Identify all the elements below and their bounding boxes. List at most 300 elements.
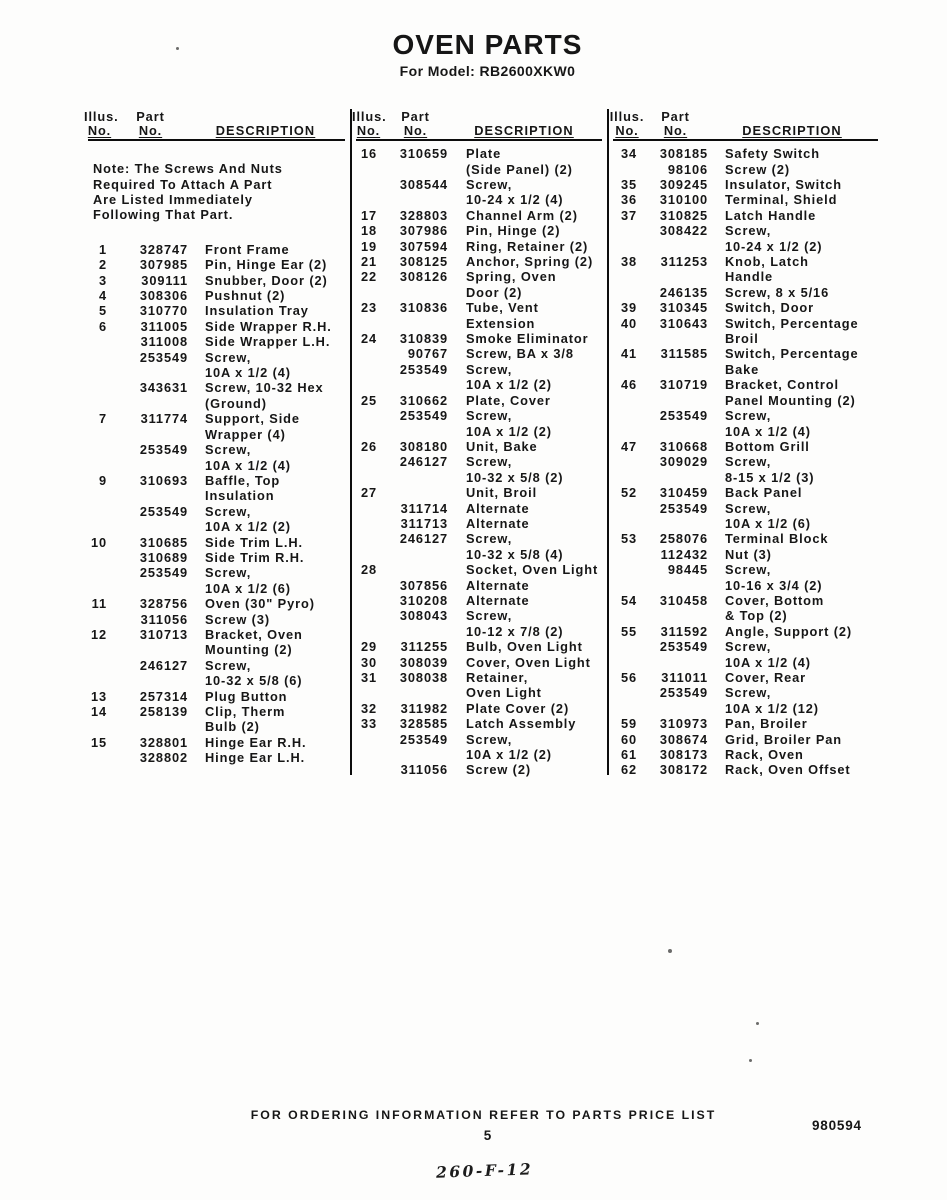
- description: Screw, BA x 3/8: [466, 346, 574, 362]
- table-row: [613, 254, 878, 269]
- illus-no: [356, 501, 377, 516]
- parts-rows: [356, 146, 602, 778]
- part-no: 310836: [399, 300, 448, 316]
- illus-no: [356, 362, 377, 377]
- part-no: [377, 424, 448, 439]
- table-row: [356, 393, 602, 408]
- part-no: 311714: [400, 500, 448, 516]
- illus-no: 37: [620, 207, 637, 223]
- illus-no: [88, 396, 107, 411]
- illus-no: [356, 593, 377, 608]
- part-no: 253549: [659, 500, 708, 516]
- part-no: 309245: [659, 177, 708, 192]
- illus-no: [88, 488, 107, 503]
- scan-speck: [749, 1059, 752, 1062]
- illus-no: 12: [90, 626, 107, 642]
- part-no: 310662: [399, 392, 448, 408]
- part-no: 311008: [140, 334, 188, 350]
- description: Ring, Retainer (2): [466, 238, 589, 254]
- part-no-header: Part No.: [401, 109, 430, 138]
- illus-no: [356, 424, 377, 439]
- description: 10A x 1/2 (2): [466, 423, 552, 439]
- page-title: OVEN PARTS: [392, 29, 583, 60]
- description: Handle: [725, 269, 774, 285]
- table-row: [613, 670, 878, 685]
- part-no: 310973: [659, 716, 708, 732]
- illus-no: [356, 454, 377, 469]
- part-no: [107, 673, 188, 688]
- illus-no: 29: [360, 639, 377, 655]
- description: 10A x 1/2 (4): [725, 423, 811, 439]
- table-row: [88, 673, 345, 688]
- illus-no: 18: [360, 223, 377, 239]
- description: Side Wrapper R.H.: [205, 318, 332, 334]
- description: Insulator, Switch: [725, 177, 842, 192]
- part-no: 308422: [659, 223, 708, 239]
- description: Alternate: [466, 500, 530, 516]
- table-row: [613, 362, 878, 377]
- illus-no: [356, 762, 377, 777]
- description: Back Panel: [725, 485, 803, 501]
- illus-no: [88, 750, 107, 765]
- description: Screw (2): [725, 161, 790, 177]
- part-no: [637, 701, 708, 716]
- description: Bulb (2): [205, 719, 260, 735]
- illus-no: 22: [360, 269, 377, 285]
- table-row: [356, 732, 602, 747]
- column-header: [609, 108, 878, 141]
- part-no: [107, 365, 188, 380]
- part-no: [637, 362, 708, 377]
- illus-no: 10: [90, 534, 107, 550]
- description: Insulation Tray: [205, 303, 309, 319]
- part-no-header: Part No.: [136, 109, 165, 138]
- illus-no: 24: [360, 331, 377, 347]
- table-row: [613, 285, 878, 300]
- table-row: [356, 300, 602, 315]
- illus-no: [356, 192, 377, 207]
- description: Switch, Door: [725, 300, 815, 316]
- part-no: [637, 331, 708, 346]
- part-no: 328801: [139, 734, 188, 750]
- part-no: 309111: [141, 272, 188, 288]
- illus-no: 17: [360, 207, 377, 223]
- illus-no: [356, 531, 377, 546]
- part-no: [107, 642, 188, 657]
- table-row: [88, 365, 345, 380]
- part-no: 307594: [399, 238, 448, 254]
- description: & Top (2): [725, 608, 788, 624]
- part-no: [377, 316, 448, 331]
- part-no: 311774: [140, 411, 188, 427]
- table-row: [613, 269, 878, 284]
- table-row: [356, 655, 602, 670]
- part-no: 310713: [139, 626, 188, 642]
- part-no: [637, 608, 708, 623]
- illus-no: [88, 334, 107, 349]
- illus-no: 41: [620, 346, 637, 362]
- note-line: Required To Attach A Part: [93, 176, 273, 192]
- table-row: [356, 531, 602, 546]
- illus-no: 61: [620, 747, 637, 763]
- part-no: [377, 685, 448, 700]
- part-no: 311005: [140, 318, 188, 334]
- part-no: 308173: [659, 747, 708, 763]
- part-no: [637, 470, 708, 485]
- description: Screw (3): [205, 611, 270, 627]
- table-row: [356, 470, 602, 485]
- description: Alternate: [466, 515, 530, 531]
- part-no: 308544: [399, 177, 448, 192]
- table-row: [356, 208, 602, 223]
- illus-no: [613, 454, 637, 469]
- part-no: 309029: [659, 454, 708, 470]
- illus-no: 3: [98, 272, 107, 288]
- table-row: [613, 608, 878, 623]
- description: Screw (2): [466, 762, 531, 778]
- illus-no: 55: [620, 623, 637, 639]
- table-row: [356, 269, 602, 284]
- illus-no: 13: [90, 688, 107, 704]
- illus-no-header: Illus. No.: [352, 109, 387, 138]
- description: Screw, 10-32 Hex: [205, 380, 324, 396]
- illus-no: [88, 504, 107, 519]
- description: Plate Cover (2): [466, 700, 570, 716]
- description: Retainer,: [466, 670, 529, 685]
- illus-no: 5: [98, 303, 107, 319]
- note-line: Note: The Screws And Nuts: [93, 161, 283, 177]
- table-row: [613, 578, 878, 593]
- table-row: [356, 454, 602, 469]
- description: Extension: [466, 315, 536, 331]
- illus-no: [356, 316, 377, 331]
- illus-no: [356, 162, 377, 177]
- illus-no: [356, 747, 377, 762]
- part-no: 310459: [659, 485, 708, 501]
- illus-no: 15: [90, 734, 107, 750]
- description: Alternate: [466, 592, 530, 608]
- table-row: [613, 624, 878, 639]
- form-number: 980594: [812, 1118, 862, 1133]
- table-row: [613, 732, 878, 747]
- illus-no: [613, 608, 637, 623]
- description: Side Wrapper L.H.: [205, 334, 331, 350]
- part-no: 258076: [659, 531, 708, 547]
- illus-no: [613, 393, 637, 408]
- table-row: [613, 239, 878, 254]
- scan-speck: [176, 47, 179, 50]
- table-row: [356, 316, 602, 331]
- part-no: 253549: [139, 442, 188, 458]
- description: Rack, Oven: [725, 747, 804, 763]
- table-row: [88, 504, 345, 519]
- column-divider: [607, 109, 609, 775]
- part-no: 310100: [659, 192, 708, 208]
- table-row: [613, 516, 878, 531]
- screws-note: [93, 161, 345, 223]
- part-no: [107, 519, 188, 534]
- table-row: [613, 562, 878, 577]
- description: Screw,: [205, 657, 252, 673]
- table-row: [356, 346, 602, 361]
- illus-no: 30: [360, 654, 377, 670]
- part-no: 246127: [399, 531, 448, 547]
- part-no: [377, 624, 448, 639]
- illus-no: [88, 380, 107, 395]
- table-row: [613, 701, 878, 716]
- illus-no: [356, 516, 377, 531]
- part-no: 328756: [139, 596, 188, 612]
- table-row: [88, 396, 345, 411]
- part-no: 310770: [139, 303, 188, 319]
- description: 10-24 x 1/2 (2): [725, 238, 823, 254]
- part-no: 307856: [399, 577, 448, 593]
- parts-column-3: [609, 108, 878, 778]
- illus-no: [613, 516, 637, 531]
- illus-no: 46: [620, 377, 637, 393]
- table-row: [356, 608, 602, 623]
- table-row: [88, 596, 345, 611]
- description: 10-24 x 1/2 (4): [466, 192, 564, 208]
- description: Plug Button: [205, 688, 288, 704]
- table-row: [613, 146, 878, 161]
- illus-no: 23: [360, 300, 377, 316]
- illus-no: 28: [360, 562, 377, 578]
- table-row: [613, 346, 878, 361]
- part-no: [107, 427, 188, 442]
- illus-no: [613, 162, 637, 177]
- table-row: [356, 146, 602, 161]
- illus-no: 40: [620, 315, 637, 331]
- table-row: [88, 303, 345, 318]
- part-no: 308180: [399, 438, 448, 454]
- description: Anchor, Spring (2): [466, 254, 594, 270]
- description: Screw,: [466, 731, 513, 747]
- part-no: [637, 655, 708, 670]
- part-no: [637, 239, 708, 254]
- description: Hinge Ear R.H.: [205, 734, 307, 750]
- part-no: 253549: [659, 685, 708, 701]
- illus-no: 4: [98, 288, 107, 304]
- table-row: [356, 408, 602, 423]
- table-row: [356, 670, 602, 685]
- illus-no: [356, 377, 377, 392]
- table-row: [356, 701, 602, 716]
- description: Channel Arm (2): [466, 207, 578, 223]
- description: Side Trim R.H.: [205, 549, 305, 565]
- illus-no: 39: [620, 300, 637, 316]
- description-header: DESCRIPTION: [742, 122, 842, 138]
- table-row: [613, 501, 878, 516]
- description-header: DESCRIPTION: [474, 122, 574, 138]
- description: 10A x 1/2 (2): [466, 747, 552, 763]
- description: (Side Panel) (2): [466, 161, 573, 177]
- table-row: [613, 531, 878, 546]
- description: Switch, Percentage: [725, 315, 859, 331]
- description-header: DESCRIPTION: [215, 122, 316, 138]
- illus-no: 26: [360, 438, 377, 454]
- part-no: 310208: [399, 592, 448, 608]
- part-no: 311056: [140, 611, 188, 627]
- illus-no: [356, 470, 377, 485]
- description: Oven Light: [466, 685, 542, 701]
- note-line: Following That Part.: [93, 207, 234, 223]
- description: Screw, 8 x 5/16: [725, 284, 830, 300]
- description: Screw,: [466, 361, 513, 377]
- description: Mounting (2): [205, 642, 293, 658]
- table-row: [356, 192, 602, 207]
- illus-no: [88, 365, 107, 380]
- illus-no: [613, 285, 637, 300]
- parts-column-2: [352, 108, 602, 778]
- illus-no: 27: [360, 485, 377, 501]
- part-no: 311253: [660, 254, 708, 270]
- part-no: [377, 192, 448, 207]
- part-no: [637, 424, 708, 439]
- scan-speck: [668, 949, 672, 953]
- description: Nut (3): [725, 546, 772, 562]
- part-no: [637, 516, 708, 531]
- description: Screw,: [725, 408, 772, 424]
- table-row: [88, 427, 345, 442]
- illus-no: 32: [360, 700, 377, 716]
- parts-column-1: [84, 108, 345, 766]
- illus-no: [88, 550, 107, 565]
- table-row: [356, 223, 602, 238]
- part-no: 253549: [399, 408, 448, 424]
- illus-no: 34: [620, 146, 637, 162]
- illus-no: [356, 408, 377, 423]
- description: Hinge Ear L.H.: [205, 750, 306, 766]
- table-row: [613, 300, 878, 315]
- part-no: [377, 285, 448, 300]
- table-row: [356, 501, 602, 516]
- table-row: [613, 470, 878, 485]
- illus-no: [613, 362, 637, 377]
- description: 10-32 x 5/8 (2): [466, 469, 564, 485]
- part-no: 311011: [661, 670, 708, 685]
- note-line: Are Listed Immediately: [93, 192, 253, 207]
- table-row: [88, 719, 345, 734]
- part-no: 246127: [139, 657, 188, 673]
- scan-speck: [756, 1022, 759, 1025]
- part-no: 112432: [660, 546, 708, 562]
- table-row: [88, 735, 345, 750]
- illus-no: [356, 177, 377, 192]
- description: Tube, Vent: [466, 300, 539, 316]
- part-no: 310719: [659, 377, 708, 393]
- table-row: [613, 716, 878, 731]
- description: Latch Handle: [725, 207, 817, 223]
- illus-no: 9: [98, 472, 107, 488]
- table-row: [88, 458, 345, 473]
- part-no: 328802: [139, 750, 188, 766]
- description: Pushnut (2): [205, 288, 286, 304]
- part-no: [377, 485, 448, 500]
- table-row: [356, 578, 602, 593]
- table-row: [613, 454, 878, 469]
- illus-no: [88, 658, 107, 673]
- description: Screw,: [205, 349, 252, 365]
- table-row: [613, 177, 878, 192]
- part-no: 246135: [659, 284, 708, 300]
- part-no: 311713: [400, 515, 448, 531]
- table-row: [613, 485, 878, 500]
- description: 10A x 1/2 (4): [205, 365, 291, 381]
- table-row: [88, 334, 345, 349]
- description: Knob, Latch: [725, 254, 809, 270]
- table-row: [356, 547, 602, 562]
- part-no: 253549: [399, 361, 448, 377]
- table-row: [356, 747, 602, 762]
- description: Screw,: [725, 562, 772, 578]
- description: Plate: [466, 146, 502, 162]
- illus-no: [356, 608, 377, 623]
- part-no: 90767: [407, 346, 448, 362]
- part-no: 253549: [399, 731, 448, 747]
- table-row: [613, 393, 878, 408]
- illus-no-header: Illus. No.: [84, 109, 119, 138]
- description: 10A x 1/2 (2): [205, 519, 291, 535]
- part-no: 98445: [667, 562, 708, 578]
- description: Clip, Therm: [205, 704, 286, 719]
- description: Screw,: [466, 408, 513, 424]
- illus-no: [356, 547, 377, 562]
- description: Insulation: [205, 488, 275, 504]
- description: Oven (30" Pyro): [205, 596, 315, 612]
- description: Screw,: [466, 608, 513, 624]
- illus-no: 38: [620, 254, 637, 270]
- table-row: [613, 377, 878, 392]
- page-number: 5: [483, 1128, 492, 1143]
- table-row: [356, 285, 602, 300]
- table-row: [356, 593, 602, 608]
- description: 10A x 1/2 (12): [725, 700, 819, 716]
- illus-no: 56: [620, 670, 637, 685]
- part-no: 311255: [400, 639, 448, 655]
- column-header: [84, 108, 345, 141]
- part-no: 308038: [399, 670, 448, 685]
- description: Terminal Block: [725, 531, 829, 547]
- illus-no: 35: [620, 177, 637, 192]
- part-no: 257314: [139, 688, 188, 704]
- description: Bottom Grill: [725, 438, 810, 454]
- column-divider: [350, 109, 352, 775]
- table-row: [88, 442, 345, 457]
- part-no: 253549: [139, 503, 188, 519]
- part-no: 311982: [400, 700, 448, 716]
- table-row: [356, 516, 602, 531]
- description: Screw,: [205, 503, 252, 519]
- description: 10-12 x 7/8 (2): [466, 623, 564, 639]
- description: Screw,: [205, 442, 252, 458]
- part-no: [107, 458, 188, 473]
- part-no: 310689: [139, 549, 188, 565]
- description: 8-15 x 1/2 (3): [725, 469, 815, 485]
- table-row: [88, 612, 345, 627]
- part-no: [107, 581, 188, 596]
- illus-no-header: Illus. No.: [609, 109, 645, 138]
- illus-no: [613, 331, 637, 346]
- illus-no: 47: [620, 438, 637, 454]
- description: Smoke Eliminator: [466, 331, 589, 347]
- illus-no: 33: [360, 716, 377, 732]
- table-row: [356, 362, 602, 377]
- part-no: 308172: [659, 762, 708, 778]
- description: Support, Side: [205, 411, 300, 427]
- table-row: [88, 750, 345, 765]
- table-row: [613, 655, 878, 670]
